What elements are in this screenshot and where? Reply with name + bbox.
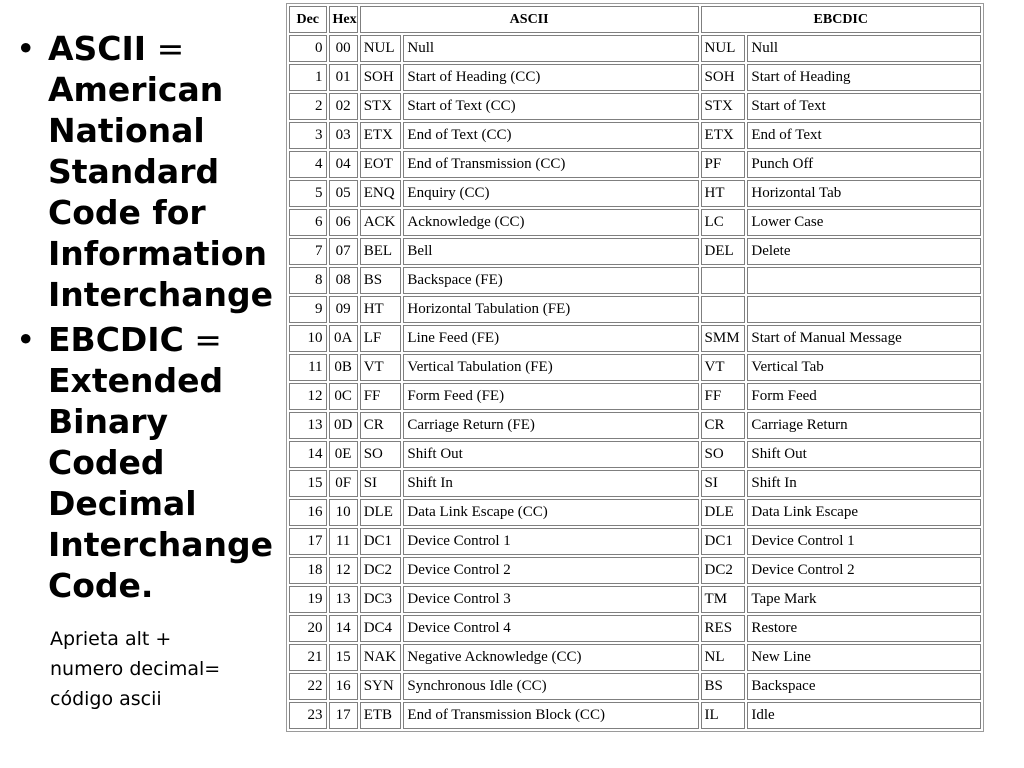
ebcdic-name-cell: Tape Mark bbox=[747, 586, 981, 613]
dec-cell: 6 bbox=[289, 209, 327, 236]
ascii-name-cell: Form Feed (FE) bbox=[403, 383, 698, 410]
table-row bbox=[289, 412, 981, 439]
ebcdic-code-cell: DEL bbox=[701, 238, 746, 265]
dec-cell: 16 bbox=[289, 499, 327, 526]
ebcdic-name-cell: Start of Text bbox=[747, 93, 981, 120]
dec-cell: 11 bbox=[289, 354, 327, 381]
ebcdic-name-cell: Carriage Return bbox=[747, 412, 981, 439]
table-row bbox=[289, 557, 981, 584]
hex-cell: 12 bbox=[329, 557, 358, 584]
table-row bbox=[289, 64, 981, 91]
ebcdic-code-cell: ETX bbox=[701, 122, 746, 149]
table-row bbox=[289, 702, 981, 729]
hex-cell: 07 bbox=[329, 238, 358, 265]
ebcdic-name-cell: Start of Manual Message bbox=[747, 325, 981, 352]
ebcdic-name-cell: Backspace bbox=[747, 673, 981, 700]
dec-cell: 12 bbox=[289, 383, 327, 410]
hex-cell: 00 bbox=[329, 35, 358, 62]
ebcdic-name-cell bbox=[747, 296, 981, 323]
hex-cell: 0C bbox=[329, 383, 358, 410]
ascii-name-cell: Null bbox=[403, 35, 698, 62]
ebcdic-code-cell: NL bbox=[701, 644, 746, 671]
table-row bbox=[289, 122, 981, 149]
hex-cell: 0B bbox=[329, 354, 358, 381]
table-row bbox=[289, 441, 981, 468]
table-row bbox=[289, 238, 981, 265]
ascii-code-cell: HT bbox=[360, 296, 402, 323]
ascii-code-cell: DC4 bbox=[360, 615, 402, 642]
table-row bbox=[289, 499, 981, 526]
table-row bbox=[289, 586, 981, 613]
ascii-code-cell: DC3 bbox=[360, 586, 402, 613]
ascii-name-cell: Data Link Escape (CC) bbox=[403, 499, 698, 526]
dec-cell: 22 bbox=[289, 673, 327, 700]
bullet-list bbox=[14, 28, 276, 610]
dec-cell: 0 bbox=[289, 35, 327, 62]
bullet-description: Extended Binary Coded Decimal Interchange Code. bbox=[48, 361, 274, 605]
ebcdic-name-cell: Idle bbox=[747, 702, 981, 729]
ebcdic-code-cell: DLE bbox=[701, 499, 746, 526]
bullet-icon: • bbox=[16, 320, 36, 359]
dec-cell: 15 bbox=[289, 470, 327, 497]
table-row bbox=[289, 296, 981, 323]
table-row bbox=[289, 93, 981, 120]
ebcdic-code-cell: STX bbox=[701, 93, 746, 120]
ascii-name-cell: Shift In bbox=[403, 470, 698, 497]
hex-cell: 17 bbox=[329, 702, 358, 729]
ascii-name-cell: End of Transmission Block (CC) bbox=[403, 702, 698, 729]
ascii-name-cell: Acknowledge (CC) bbox=[403, 209, 698, 236]
dec-cell: 3 bbox=[289, 122, 327, 149]
ebcdic-code-cell: BS bbox=[701, 673, 746, 700]
ascii-name-cell: Line Feed (FE) bbox=[403, 325, 698, 352]
ebcdic-name-cell: Delete bbox=[747, 238, 981, 265]
ebcdic-code-cell: RES bbox=[701, 615, 746, 642]
ascii-code-cell: DLE bbox=[360, 499, 402, 526]
ascii-name-cell: Device Control 2 bbox=[403, 557, 698, 584]
ascii-name-cell: Device Control 4 bbox=[403, 615, 698, 642]
dec-cell: 20 bbox=[289, 615, 327, 642]
ascii-code-cell: NUL bbox=[360, 35, 402, 62]
table-row bbox=[289, 470, 981, 497]
ebcdic-name-cell: Shift Out bbox=[747, 441, 981, 468]
table-body bbox=[289, 35, 981, 729]
ebcdic-code-cell: VT bbox=[701, 354, 746, 381]
dec-cell: 5 bbox=[289, 180, 327, 207]
ebcdic-name-cell: Lower Case bbox=[747, 209, 981, 236]
ascii-code-cell: BS bbox=[360, 267, 402, 294]
ebcdic-name-cell: Null bbox=[747, 35, 981, 62]
table-row bbox=[289, 209, 981, 236]
ebcdic-name-cell: New Line bbox=[747, 644, 981, 671]
ebcdic-name-cell: Device Control 2 bbox=[747, 557, 981, 584]
dec-cell: 19 bbox=[289, 586, 327, 613]
ascii-name-cell: Horizontal Tabulation (FE) bbox=[403, 296, 698, 323]
hex-cell: 08 bbox=[329, 267, 358, 294]
ascii-name-cell: Start of Text (CC) bbox=[403, 93, 698, 120]
table-row bbox=[289, 528, 981, 555]
ascii-ebcdic-table bbox=[286, 3, 984, 732]
ascii-code-cell: CR bbox=[360, 412, 402, 439]
ebcdic-code-cell: IL bbox=[701, 702, 746, 729]
ebcdic-code-cell: PF bbox=[701, 151, 746, 178]
dec-cell: 2 bbox=[289, 93, 327, 120]
bullet-equals: = bbox=[146, 29, 185, 68]
ebcdic-name-cell: Form Feed bbox=[747, 383, 981, 410]
ebcdic-code-cell: HT bbox=[701, 180, 746, 207]
dec-cell: 14 bbox=[289, 441, 327, 468]
hex-cell: 02 bbox=[329, 93, 358, 120]
dec-cell: 18 bbox=[289, 557, 327, 584]
bullet-icon: • bbox=[16, 29, 36, 68]
ascii-code-cell: FF bbox=[360, 383, 402, 410]
ebcdic-code-cell bbox=[701, 267, 746, 294]
hex-cell: 06 bbox=[329, 209, 358, 236]
ebcdic-name-cell: Device Control 1 bbox=[747, 528, 981, 555]
alt-code-note: Aprieta alt + numero decimal= código ascii bbox=[50, 628, 221, 710]
ascii-code-cell: DC2 bbox=[360, 557, 402, 584]
dec-cell: 17 bbox=[289, 528, 327, 555]
ebcdic-code-cell: NUL bbox=[701, 35, 746, 62]
dec-cell: 1 bbox=[289, 64, 327, 91]
bullet-term: EBCDIC bbox=[48, 320, 184, 359]
ebcdic-code-cell: SI bbox=[701, 470, 746, 497]
ascii-name-cell: Device Control 3 bbox=[403, 586, 698, 613]
header-ascii: ASCII bbox=[360, 6, 699, 33]
ebcdic-code-cell bbox=[701, 296, 746, 323]
dec-cell: 9 bbox=[289, 296, 327, 323]
ascii-name-cell: Vertical Tabulation (FE) bbox=[403, 354, 698, 381]
hex-cell: 0F bbox=[329, 470, 358, 497]
table-row bbox=[289, 151, 981, 178]
ebcdic-name-cell: Restore bbox=[747, 615, 981, 642]
table-row bbox=[289, 354, 981, 381]
ebcdic-name-cell: Punch Off bbox=[747, 151, 981, 178]
table-row bbox=[289, 325, 981, 352]
ascii-code-cell: BEL bbox=[360, 238, 402, 265]
hex-cell: 0E bbox=[329, 441, 358, 468]
ascii-code-cell: SI bbox=[360, 470, 402, 497]
ascii-code-cell: ETX bbox=[360, 122, 402, 149]
header-ebcdic: EBCDIC bbox=[701, 6, 981, 33]
ascii-code-cell: ENQ bbox=[360, 180, 402, 207]
ascii-code-cell: SOH bbox=[360, 64, 402, 91]
ascii-name-cell: Backspace (FE) bbox=[403, 267, 698, 294]
hex-cell: 16 bbox=[329, 673, 358, 700]
table-row bbox=[289, 35, 981, 62]
ascii-name-cell: Enquiry (CC) bbox=[403, 180, 698, 207]
bullet-ascii bbox=[14, 28, 276, 315]
hex-cell: 15 bbox=[329, 644, 358, 671]
hex-cell: 03 bbox=[329, 122, 358, 149]
ascii-code-cell: VT bbox=[360, 354, 402, 381]
hex-cell: 01 bbox=[329, 64, 358, 91]
ebcdic-code-cell: DC2 bbox=[701, 557, 746, 584]
ascii-code-cell: STX bbox=[360, 93, 402, 120]
ascii-name-cell: Bell bbox=[403, 238, 698, 265]
ebcdic-code-cell: TM bbox=[701, 586, 746, 613]
ascii-code-cell: ACK bbox=[360, 209, 402, 236]
dec-cell: 8 bbox=[289, 267, 327, 294]
ebcdic-code-cell: SMM bbox=[701, 325, 746, 352]
ebcdic-name-cell bbox=[747, 267, 981, 294]
dec-cell: 10 bbox=[289, 325, 327, 352]
ascii-name-cell: Carriage Return (FE) bbox=[403, 412, 698, 439]
ebcdic-name-cell: Horizontal Tab bbox=[747, 180, 981, 207]
header-dec: Dec bbox=[289, 6, 327, 33]
ebcdic-name-cell: End of Text bbox=[747, 122, 981, 149]
table-row bbox=[289, 180, 981, 207]
ascii-name-cell: End of Text (CC) bbox=[403, 122, 698, 149]
table-row bbox=[289, 644, 981, 671]
bullet-ebcdic bbox=[14, 319, 276, 606]
table-row bbox=[289, 267, 981, 294]
dec-cell: 23 bbox=[289, 702, 327, 729]
ebcdic-code-cell: CR bbox=[701, 412, 746, 439]
ebcdic-name-cell: Data Link Escape bbox=[747, 499, 981, 526]
ebcdic-code-cell: FF bbox=[701, 383, 746, 410]
dec-cell: 21 bbox=[289, 644, 327, 671]
hex-cell: 09 bbox=[329, 296, 358, 323]
ascii-code-cell: DC1 bbox=[360, 528, 402, 555]
dec-cell: 4 bbox=[289, 151, 327, 178]
ascii-code-cell: SO bbox=[360, 441, 402, 468]
hex-cell: 11 bbox=[329, 528, 358, 555]
dec-cell: 7 bbox=[289, 238, 327, 265]
bullet-equals: = bbox=[183, 320, 222, 359]
ebcdic-code-cell: SOH bbox=[701, 64, 746, 91]
header-hex: Hex bbox=[329, 6, 358, 33]
table-row bbox=[289, 673, 981, 700]
hex-cell: 13 bbox=[329, 586, 358, 613]
ascii-code-cell: ETB bbox=[360, 702, 402, 729]
ebcdic-name-cell: Shift In bbox=[747, 470, 981, 497]
ascii-code-cell: SYN bbox=[360, 673, 402, 700]
bullet-term: ASCII bbox=[48, 29, 147, 68]
ascii-code-cell: EOT bbox=[360, 151, 402, 178]
ebcdic-code-cell: DC1 bbox=[701, 528, 746, 555]
table-row bbox=[289, 615, 981, 642]
hex-cell: 14 bbox=[329, 615, 358, 642]
hex-cell: 0A bbox=[329, 325, 358, 352]
ebcdic-name-cell: Vertical Tab bbox=[747, 354, 981, 381]
bullet-description: American National Standard Code for Information Interchange bbox=[48, 70, 274, 314]
hex-cell: 05 bbox=[329, 180, 358, 207]
ebcdic-code-cell: LC bbox=[701, 209, 746, 236]
ascii-name-cell: End of Transmission (CC) bbox=[403, 151, 698, 178]
ascii-code-cell: LF bbox=[360, 325, 402, 352]
ebcdic-name-cell: Start of Heading bbox=[747, 64, 981, 91]
table-header-row bbox=[289, 6, 981, 33]
ascii-name-cell: Negative Acknowledge (CC) bbox=[403, 644, 698, 671]
hex-cell: 10 bbox=[329, 499, 358, 526]
ascii-name-cell: Synchronous Idle (CC) bbox=[403, 673, 698, 700]
ebcdic-code-cell: SO bbox=[701, 441, 746, 468]
table-row bbox=[289, 383, 981, 410]
ascii-name-cell: Device Control 1 bbox=[403, 528, 698, 555]
hex-cell: 0D bbox=[329, 412, 358, 439]
ascii-name-cell: Start of Heading (CC) bbox=[403, 64, 698, 91]
ascii-code-cell: NAK bbox=[360, 644, 402, 671]
ascii-name-cell: Shift Out bbox=[403, 441, 698, 468]
hex-cell: 04 bbox=[329, 151, 358, 178]
dec-cell: 13 bbox=[289, 412, 327, 439]
